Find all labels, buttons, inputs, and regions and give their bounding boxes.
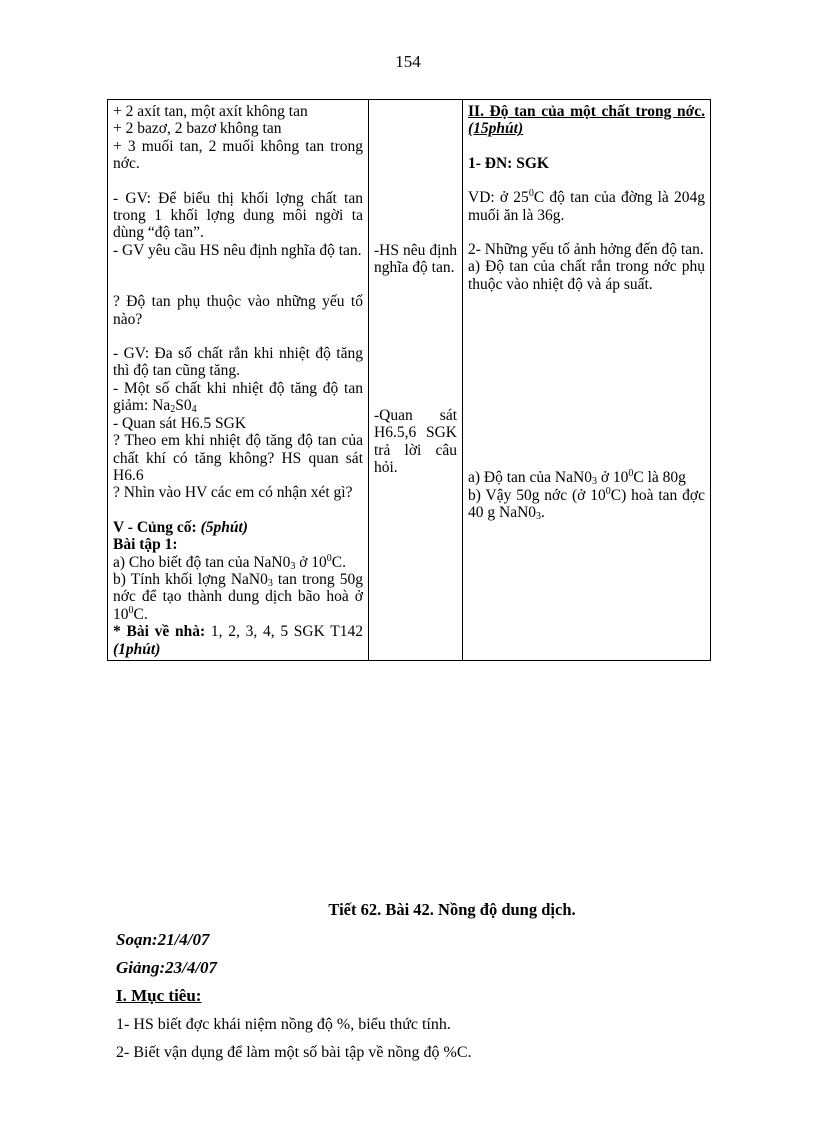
answer-a: a) Độ tan của $NaN0_3$ ở $10^0C$ là 80g [468, 468, 686, 488]
hs-observe: -Quan sát H6.5,6 SGK trả lời câu hỏi. [374, 406, 457, 477]
acid-line: + 2 axít tan, một axít không tan [113, 103, 308, 120]
solid-factor: a) Độ tan của chất rắn trong nớc phụ thuộc vào nhiệt độ và áp suất. [468, 258, 705, 293]
answer-b: b) Vậy 50g nớc (ở $10^0C$) hoà tan đợc 40 g $NaN0_3$. [468, 485, 705, 523]
factors-heading: 2- Những yếu tố ảnh hởng đến độ tan. [468, 241, 704, 259]
student-activity-column [369, 100, 463, 661]
lesson-table [107, 99, 711, 661]
taught-date: Giảng:23/4/07 [116, 958, 218, 977]
homework: * Bài về nhà: 1, 2, 3, 4, 5 SGK T142 (1phút) [113, 623, 363, 658]
objectives-title: I. Mục tiêu: [116, 986, 202, 1005]
gv-solid: - GV: Đa số chất rắn khi nhiệt độ tăng thì độ tan cũng tăng. [113, 345, 363, 380]
section-title: II. Độ tan của một chất trong nớc. (15phút) [468, 103, 705, 138]
gv-note: - GV: Để biểu thị khối lợng chất tan trong 1 khối lợng dung môi ngời ta dùng “độ tan”. [113, 189, 363, 242]
exercise-heading: Bài tập 1: [113, 536, 178, 554]
gas-decrease: - Một số chất khi nhiệt độ tăng độ tan giảm: $Na_2S0_4$ [113, 379, 363, 416]
next-lesson [116, 900, 716, 1072]
example: VD: ở $25^0C$ độ tan của đờng là 204g muối ăn là 36g. [468, 188, 705, 224]
lesson-title: Tiết 62. Bài 42. Nồng độ dung dịch. [328, 900, 576, 919]
exercise-b: b) Tính khối lợng $NaN0_3$ tan trong 50g nớc để tạo thành dung dịch bão hoà ở $10^0C$. [113, 570, 364, 623]
gv-ask: - GV yêu cầu HS nêu định nghĩa độ tan. [113, 241, 362, 259]
prepared-date: Soạn:21/4/07 [116, 930, 210, 949]
objective-2: 2- Biết vận dụng để làm một số bài tập về nồng độ %C. [116, 1044, 472, 1061]
question-gas: ? Theo em khi nhiệt độ tăng độ tan của chất khí có tăng không? HS quan sát H6.6 [113, 432, 363, 484]
base-line: + 2 bazơ, 2 bazơ không tan [113, 120, 282, 138]
question-factors: ? Độ tan phụ thuộc vào những yếu tố nào? [113, 293, 363, 328]
hs-state-definition: -HS nêu định nghĩa độ tan. [374, 242, 457, 277]
salt-line: + 3 muối tan, 2 muối không tan trong nớc. [113, 137, 363, 173]
teacher-activity-column [108, 100, 369, 661]
consolidate-heading: V - Củng cố: (5phút) [113, 518, 248, 536]
objective-1: 1- HS biết đợc khái niệm nồng độ %, biểu thức tính. [116, 1016, 451, 1033]
exercise-a: a) Cho biết độ tan của $NaN0_3$ ở $10^0C$. [113, 552, 347, 572]
page-number: 154 [395, 52, 421, 71]
observe-h65: - Quan sát H6.5 SGK [113, 414, 247, 432]
content-column [463, 100, 711, 661]
definition: 1- ĐN: SGK [468, 154, 549, 172]
question-observe: ? Nhìn vào HV các em có nhận xét gì? [113, 484, 353, 502]
